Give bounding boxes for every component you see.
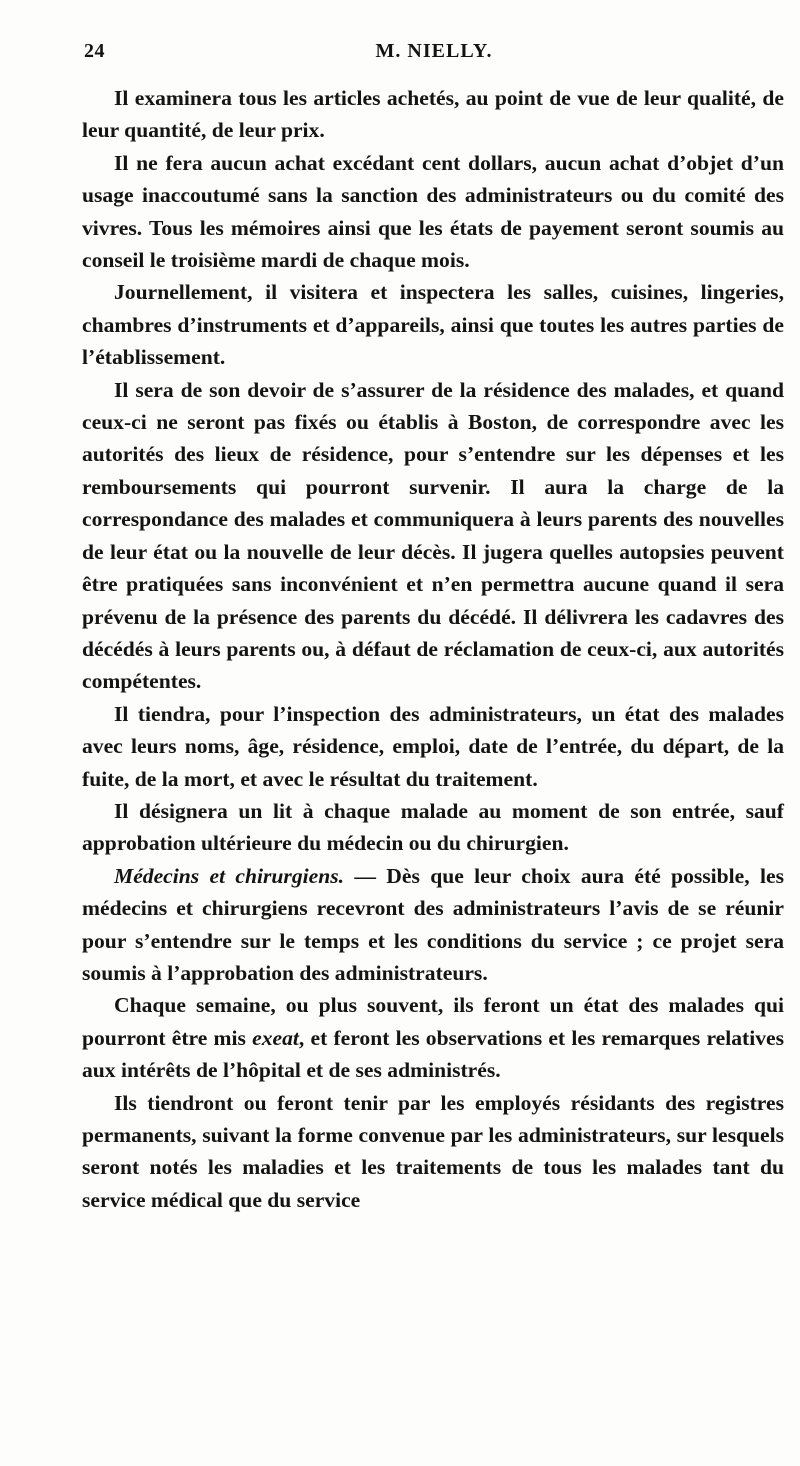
paragraph: Il ne fera aucun achat excédant cent dollars, aucun achat d’objet d’un usage inaccoutumé sans la sanction des administrateurs ou du comité des vivres. Tous les mémoires ainsi que les états de payement seront soumis au conseil le troisième mardi de chaque mois. — [82, 150, 784, 273]
paragraph: Il tiendra, pour l’inspection des administrateurs, un état des malades avec leurs noms, âge, résidence, emploi, date de l’entrée, du départ, de la fuite, de la mort, et avec le résultat du traitement. — [82, 701, 784, 791]
paragraph: Journellement, il visitera et inspectera les salles, cuisines, lingeries, chambres d’instruments et d’appareils, ainsi que toutes les autres parties de l’établissement. — [82, 280, 784, 370]
paragraph: Il examinera tous les articles achetés, au point de vue de leur qualité, de leur quantité, de leur prix. — [82, 86, 784, 143]
paragraph-text: — Dès que leur choix aura été possible, les médecins et chirurgiens recevront des administrateurs l’avis de se réunir pour s’entendre sur le temps et les conditions du service ; ce projet sera soumis à l’approbation des administrateurs. — [82, 863, 784, 985]
page-number: 24 — [84, 40, 105, 62]
body-text — [82, 82, 784, 1216]
paragraph: Il désignera un lit à chaque malade au moment de son entrée, sauf approbation ultérieure du médecin ou du chirurgien. — [82, 798, 784, 856]
paragraph-exeat — [82, 989, 784, 1086]
running-head: M. NIELLY. — [375, 40, 493, 62]
paragraph-text-before: Chaque semaine, ou plus souvent, ils feront un état des malades qui pourront être mis — [82, 993, 784, 1050]
section-lead: Médecins et chirurgiens. — [114, 863, 345, 888]
paragraph: Il sera de son devoir de s’assurer de la résidence des malades, et quand ceux-ci ne seront pas fixés ou établis à Boston, de correspondre avec les autorités des lieux de résidence, pour s’entendre sur les dépenses et les remboursements qui pourront survenir. Il aura la charge de la correspondance des malades et communiquera à leurs parents des nouvelles de leur état ou la nouvelle de leur décès. Il jugera quelles autopsies peuvent être pratiquées sans inconvénient et n’en permettra aucune quand il sera prévenu de la présence des parents du décédé. Il délivrera les cadavres des décédés à leurs parents ou, à défaut de réclamation de ceux-ci, aux autorités compétentes. — [82, 377, 784, 694]
italic-term: exeat — [252, 1025, 299, 1050]
page-header — [84, 40, 784, 70]
paragraph-medecins — [82, 860, 784, 990]
paragraph-text-after: , et feront les observations et les remarques relatives aux intérêts de l’hôpital et de ses administrés. — [82, 1025, 785, 1083]
paragraph: Ils tiendront ou feront tenir par les employés résidants des registres permanents, suivant la forme convenue par les administrateurs, sur lesquels seront notés les maladies et les traitements de tous les malades tant du service médical que du service — [82, 1090, 784, 1212]
